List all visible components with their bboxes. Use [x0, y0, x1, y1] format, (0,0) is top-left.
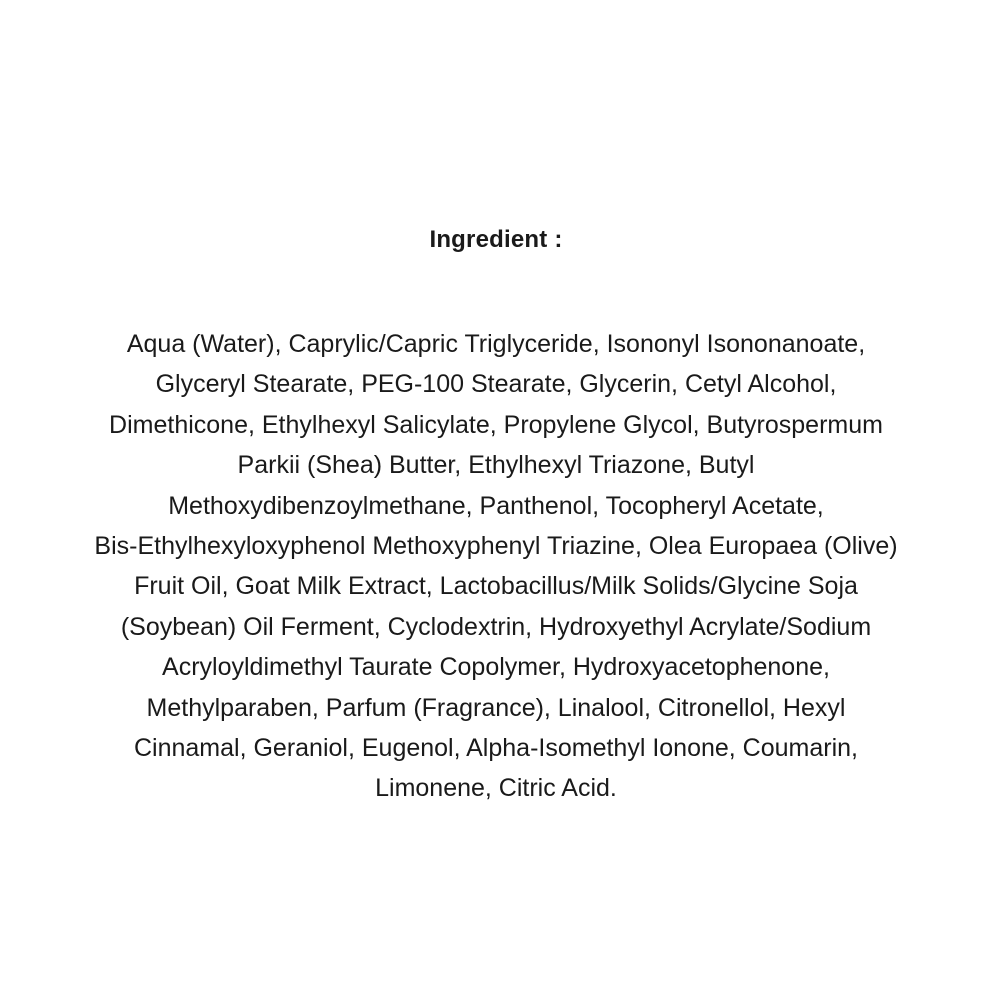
ingredient-line: Methoxydibenzoylmethane, Panthenol, Tocopheryl Acetate,	[168, 491, 824, 520]
ingredient-line: Aqua (Water), Caprylic/Capric Triglyceride, Isononyl Isononanoate,	[126, 330, 866, 358]
ingredient-list	[0, 324, 992, 809]
ingredient-line: Methylparaben, Parfum (Fragrance), Linalool, Citronellol, Hexyl	[146, 693, 846, 722]
ingredient-line: Cinnamal, Geraniol, Eugenol, Alpha-Isomethyl Ionone, Coumarin,	[133, 734, 858, 763]
ingredient-heading: Ingredient :	[429, 226, 563, 253]
ingredient-line: Limonene, Citric Acid.	[375, 774, 617, 803]
ingredient-line: Fruit Oil, Goat Milk Extract, Lactobacillus/Milk Solids/Glycine Soja	[134, 572, 858, 601]
ingredient-line: Bis-Ethylhexyloxyphenol Methoxyphenyl Triazine, Olea Europaea (Olive)	[94, 532, 898, 561]
ingredient-line: Dimethicone, Ethylhexyl Salicylate, Propylene Glycol, Butyrospermum	[109, 410, 883, 439]
ingredient-line: Acryloyldimethyl Taurate Copolymer, Hydroxyacetophenone,	[162, 653, 830, 682]
ingredient-line: (Soybean) Oil Ferment, Cyclodextrin, Hydroxyethyl Acrylate/Sodium	[120, 612, 872, 641]
ingredient-line: Parkii (Shea) Butter, Ethylhexyl Triazone, Butyl	[237, 451, 755, 480]
ingredient-line: Glyceryl Stearate, PEG-100 Stearate, Glycerin, Cetyl Alcohol,	[155, 370, 837, 399]
